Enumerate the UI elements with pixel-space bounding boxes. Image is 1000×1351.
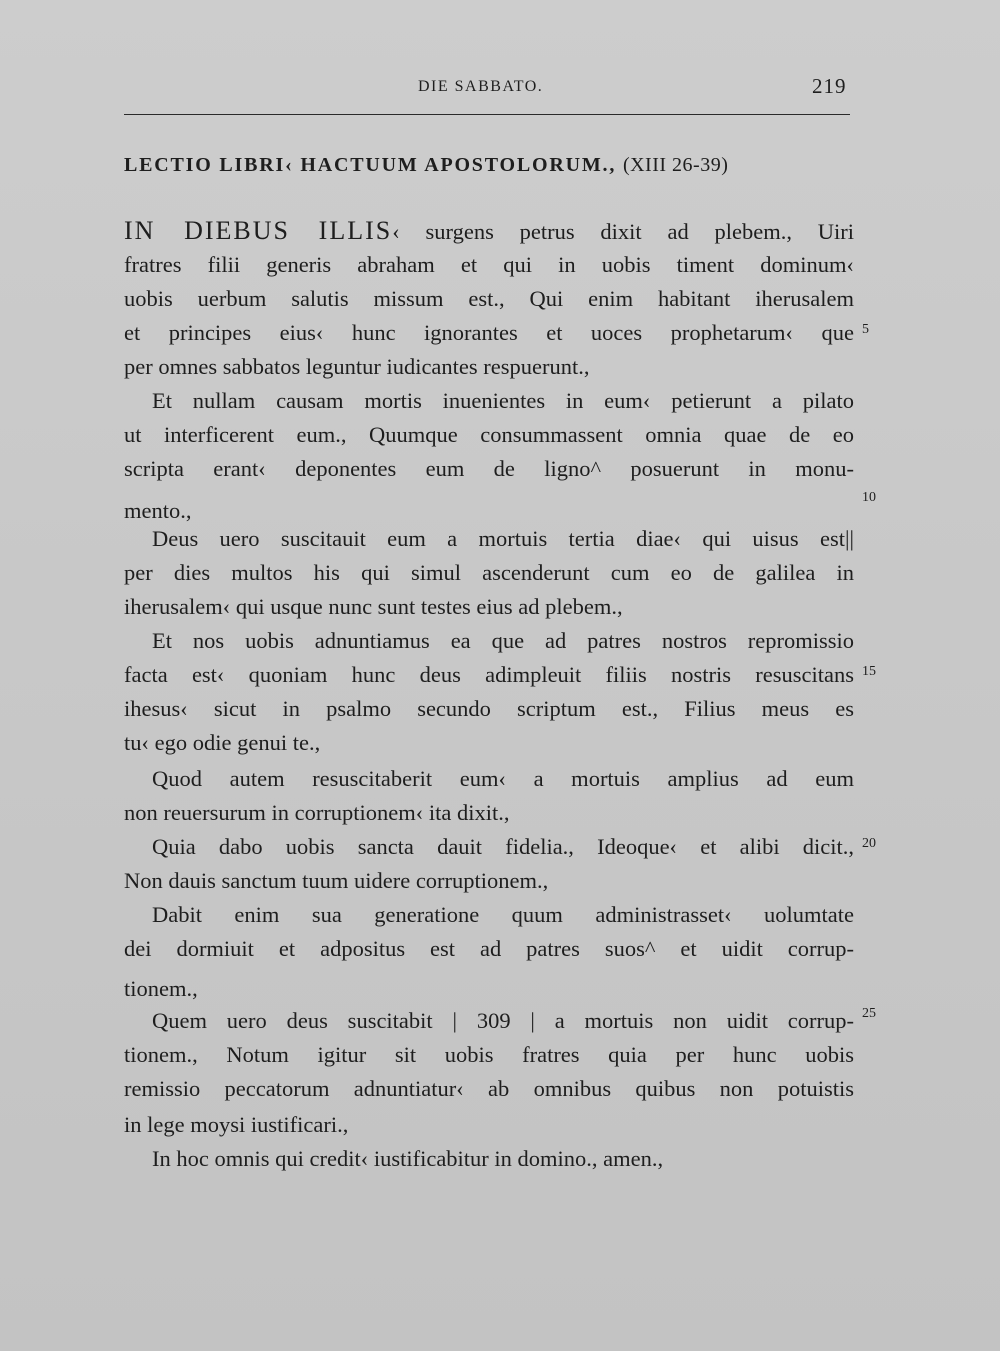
text-line: tionem., bbox=[124, 976, 198, 1001]
text-line: IN DIEBUS ILLIS‹ surgens petrus dixit ad plebem., Uiri bbox=[124, 216, 855, 245]
text-line: uobis uerbum salutis missum est., Qui enim habitant iherusalem bbox=[124, 286, 854, 311]
text-line: Quem uero deus suscitabit | 309 | a mortuis non uidit corrup- bbox=[152, 1008, 854, 1033]
text-line: Et nos uobis adnuntiamus ea que ad patres nostros repromissio bbox=[152, 628, 854, 653]
text-line: tu‹ ego odie genui te., bbox=[124, 730, 321, 755]
margin-line-number: 20 bbox=[862, 836, 876, 851]
text-line: iherusalem‹ qui usque nunc sunt testes eius ad plebem., bbox=[124, 594, 623, 619]
lesson-title bbox=[124, 154, 728, 177]
text-line: per dies multos his qui simul ascenderunt cum eo de galilea in bbox=[124, 560, 854, 585]
text-line: in lege moysi iustificari., bbox=[124, 1112, 349, 1137]
opening-caps: IN DIEBUS ILLIS bbox=[124, 216, 393, 245]
text-line: non reuersurum in corruptionem‹ ita dixit., bbox=[124, 800, 510, 825]
text-line: mento., bbox=[124, 498, 192, 523]
text-line: remissio peccatorum adnuntiatur‹ ab omnibus quibus non potuistis bbox=[124, 1076, 854, 1101]
margin-line-number: 10 bbox=[862, 490, 876, 505]
running-head: DIE SABBATO. bbox=[418, 78, 544, 95]
text-line: ut interficerent eum., Quumque consummassent omnia quae de eo bbox=[124, 422, 854, 447]
margin-line-number: 15 bbox=[862, 664, 876, 679]
text-line: dei dormiuit et adpositus est ad patres suos^ et uidit corrup- bbox=[124, 936, 854, 961]
text-line: Deus uero suscitauit eum a mortuis tertia diae‹ qui uisus est|| bbox=[152, 526, 854, 551]
header-rule bbox=[124, 114, 850, 115]
text-line: tionem., Notum igitur sit uobis fratres quia per hunc uobis bbox=[124, 1042, 854, 1067]
margin-line-number: 5 bbox=[862, 322, 869, 337]
margin-line-number: 25 bbox=[862, 1006, 876, 1021]
lesson-scripture-reference: (XIII 26-39) bbox=[622, 154, 729, 176]
text-line: scripta erant‹ deponentes eum de ligno^ posuerunt in monu- bbox=[124, 456, 854, 481]
text-line: et principes eius‹ hunc ignorantes et uoces prophetarum‹ que bbox=[124, 320, 854, 345]
text-line: In hoc omnis qui credit‹ iustificabitur in domino., amen., bbox=[152, 1146, 664, 1171]
text-line: Non dauis sanctum tuum uidere corruptionem., bbox=[124, 868, 549, 893]
lesson-title-main: LECTIO LIBRI‹ HACTUUM APOSTOLORUM., bbox=[124, 154, 617, 176]
text-line: facta est‹ quoniam hunc deus adimpleuit filiis nostris resuscitans bbox=[124, 662, 854, 687]
text-line: Dabit enim sua generatione quum administrasset‹ uolumtate bbox=[152, 902, 854, 927]
text-line: Et nullam causam mortis inuenientes in eum‹ petierunt a pilato bbox=[152, 388, 854, 413]
text-line: Quod autem resuscitaberit eum‹ a mortuis amplius ad eum bbox=[152, 766, 854, 791]
text-line: per omnes sabbatos leguntur iudicantes respuerunt., bbox=[124, 354, 590, 379]
text-line: Quia dabo uobis sancta dauit fidelia., Ideoque‹ et alibi dicit., bbox=[152, 834, 854, 859]
text-line: ihesus‹ sicut in psalmo secundo scriptum est., Filius meus es bbox=[124, 696, 854, 721]
page-number: 219 bbox=[812, 74, 847, 98]
text-line: fratres filii generis abraham et qui in uobis timent dominum‹ bbox=[124, 252, 854, 277]
